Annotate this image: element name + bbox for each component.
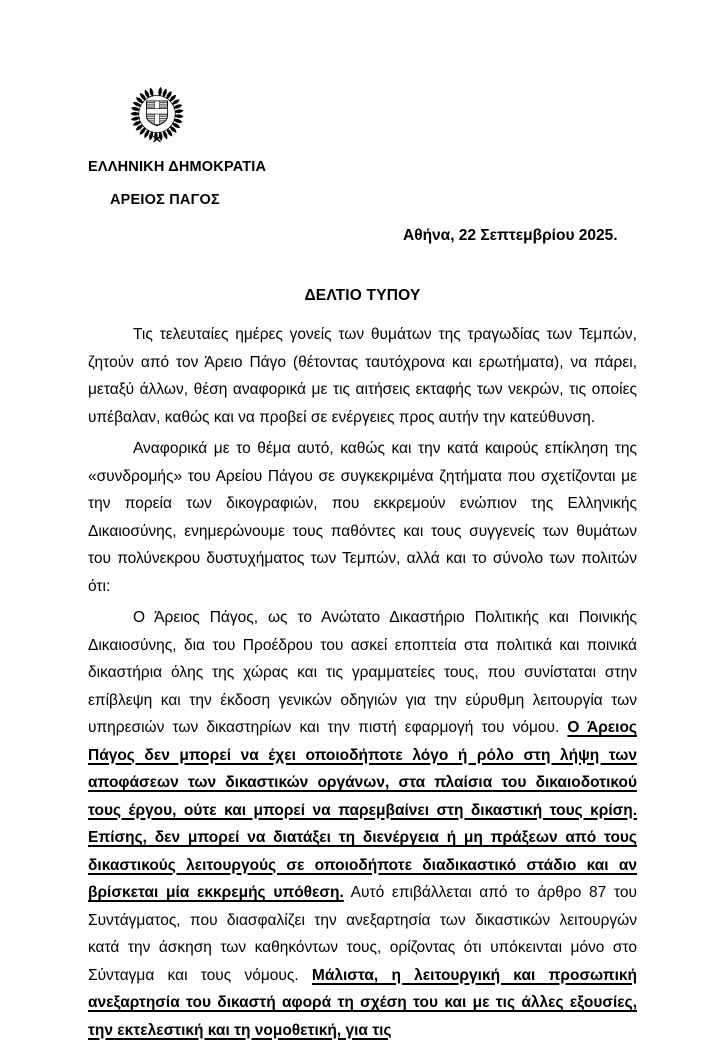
greek-national-emblem-icon (128, 82, 186, 146)
paragraph-2-text: Αναφορικά με το θέμα αυτό, καθώς και την κατά καιρούς επίκληση της «συνδρομής» του Αρείου Πάγου σε συγκεκριμένα ζητήματα που σχετίζονται με την πορεία των δικογραφιών, που εκκρεμούν ενώπιον της Ελληνικής Δικαιοσύνης, ενημερώνουμε τους παθόντες και τους συγγενείς των θυμάτων του πολύνεκρου δυστυχήματος των Τεμπών, αλλά και το σύνολο των πολιτών ότι: (88, 440, 637, 595)
paragraph-1 (88, 321, 637, 431)
paragraph-3 (88, 604, 637, 1044)
paragraph-3-text-normal-1: Ο Άρειος Πάγος, ως το Ανώτατο Δικαστήριο Πολιτικής και Ποινικής Δικαιοσύνης, δια του Προέδρου του ασκεί εποπτεία στα πολιτικά και ποινικά δικαστήρια όλης της χώρας και τις γραμματείες τους, που συνίσταται στην επίβλεψη και την έκδοση γενικών οδηγιών για την εύρυθμη λειτουργία των υπηρεσιών των δικαστηρίων και την πιστή εφαρμογή του νόμου. (88, 609, 637, 736)
document-title: ΔΕΛΤΙΟ ΤΥΠΟΥ (304, 287, 421, 304)
org-name-hellenic-republic: ΕΛΛΗΝΙΚΗ ΔΗΜΟΚΡΑΤΙΑ (88, 159, 267, 175)
org-name-areios-pagos: ΑΡΕΙΟΣ ΠΑΓΟΣ (110, 192, 220, 208)
paragraph-3-text-normal-2: Αυτό επιβάλλεται από το άρθρο 87 του Συντάγματος, που διασφαλίζει την ανεξαρτησία των δικαστικών λειτουργών κατά την άσκηση των καθηκόντων τους, ορίζοντας ότι υπόκεινται μόνο στο Σύνταγμα και τους νόμους. (88, 884, 637, 984)
paragraph-3-text-emphasis-2: Μάλιστα, η λειτουργική και προσωπική ανεξαρτησία του δικαστή αφορά τη σχέση του και με τις άλλες εξουσίες, την εκτελεστική και τη νομοθετική, για τις (88, 966, 637, 1039)
document-body (88, 321, 637, 1044)
paragraph-1-text: Τις τελευταίες ημέρες γονείς των θυμάτων της τραγωδίας των Τεμπών, ζητούν από τον Άρειο Πάγο (θέτοντας ταυτόχρονα και ερωτήματα), να πάρει, μεταξύ άλλων, θέση αναφορικά με τις αιτήσεις εκταφής των νεκρών, τις οποίες υπέβαλαν, καθώς και να προβεί σε ενέργειες προς αυτήν την κατεύθυνση. (88, 326, 637, 426)
paragraph-2 (88, 435, 637, 600)
dateline: Αθήνα, 22 Σεπτεμβρίου 2025. (403, 227, 618, 244)
paragraph-3-text-emphasis-1: Ο Άρειος Πάγος δεν μπορεί να έχει οποιοδήποτε λόγο ή ρόλο στη λήψη των αποφάσεων των δικαστικών οργάνων, στα πλαίσια του δικαιοδοτικού τους έργου, ούτε και μπορεί να παρεμβαίνει στη δικαστική τους κρίση. Επίσης, δεν μπορεί να διατάξει τη διενέργεια ή μη πράξεων από τους δικαστικούς λειτουργούς σε οποιοδήποτε διαδικαστικό στάδιο και αν βρίσκεται μία εκκρεμής υπόθεση. (88, 719, 637, 901)
